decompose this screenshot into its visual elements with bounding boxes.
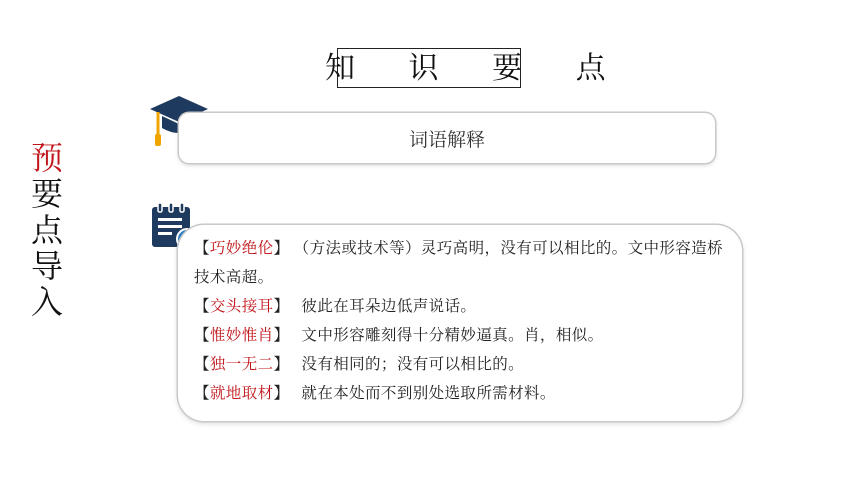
side-title-char: 预 — [30, 139, 63, 177]
entry-definition: 就在本处而不到别处选取所需材料。 — [301, 384, 556, 402]
entry-definition: 文中形容雕刻得十分精妙逼真。肖，相似。 — [301, 326, 604, 344]
definition-entry — [194, 292, 728, 321]
bracket-open: 【 — [194, 355, 210, 373]
bracket-open: 【 — [194, 326, 210, 344]
bracket-open: 【 — [194, 239, 210, 257]
subtitle-panel — [179, 113, 715, 163]
definition-entry — [194, 379, 728, 408]
bracket-open: 【 — [194, 297, 210, 315]
subtitle-text: 词语解释 — [408, 128, 485, 151]
bracket-close: 】 — [273, 326, 290, 344]
entry-term: 就地取材 — [209, 384, 274, 402]
entry-term: 交头接耳 — [209, 297, 274, 315]
entry-term: 惟妙惟肖 — [209, 326, 274, 344]
side-title-char: 入 — [30, 283, 63, 321]
definition-entry — [194, 321, 728, 350]
definitions-panel — [178, 225, 742, 421]
side-title-char: 要 — [30, 175, 63, 213]
entry-definition: 没有相同的；没有可以相比的。 — [301, 355, 525, 373]
bracket-open: 【 — [194, 384, 210, 402]
definition-entry — [194, 234, 728, 292]
entry-definition: 彼此在耳朵边低声说话。 — [301, 297, 477, 315]
side-title — [30, 140, 64, 320]
bracket-close: 】 — [273, 384, 290, 402]
entry-term: 独一无二 — [209, 355, 274, 373]
entry-term: 巧妙绝伦 — [209, 239, 274, 257]
side-title-char: 点 — [30, 211, 63, 249]
definition-entry — [194, 350, 728, 379]
bracket-close: 】 — [273, 355, 290, 373]
side-title-char: 导 — [30, 247, 63, 285]
page-title: 知 识 要 点 — [325, 51, 628, 86]
entry-definition: （方法或技术等）灵巧高明，没有可以相比的。文中形容造桥技术高超。 — [194, 239, 723, 286]
bracket-close: 】 — [273, 239, 290, 257]
bracket-close: 】 — [273, 297, 290, 315]
